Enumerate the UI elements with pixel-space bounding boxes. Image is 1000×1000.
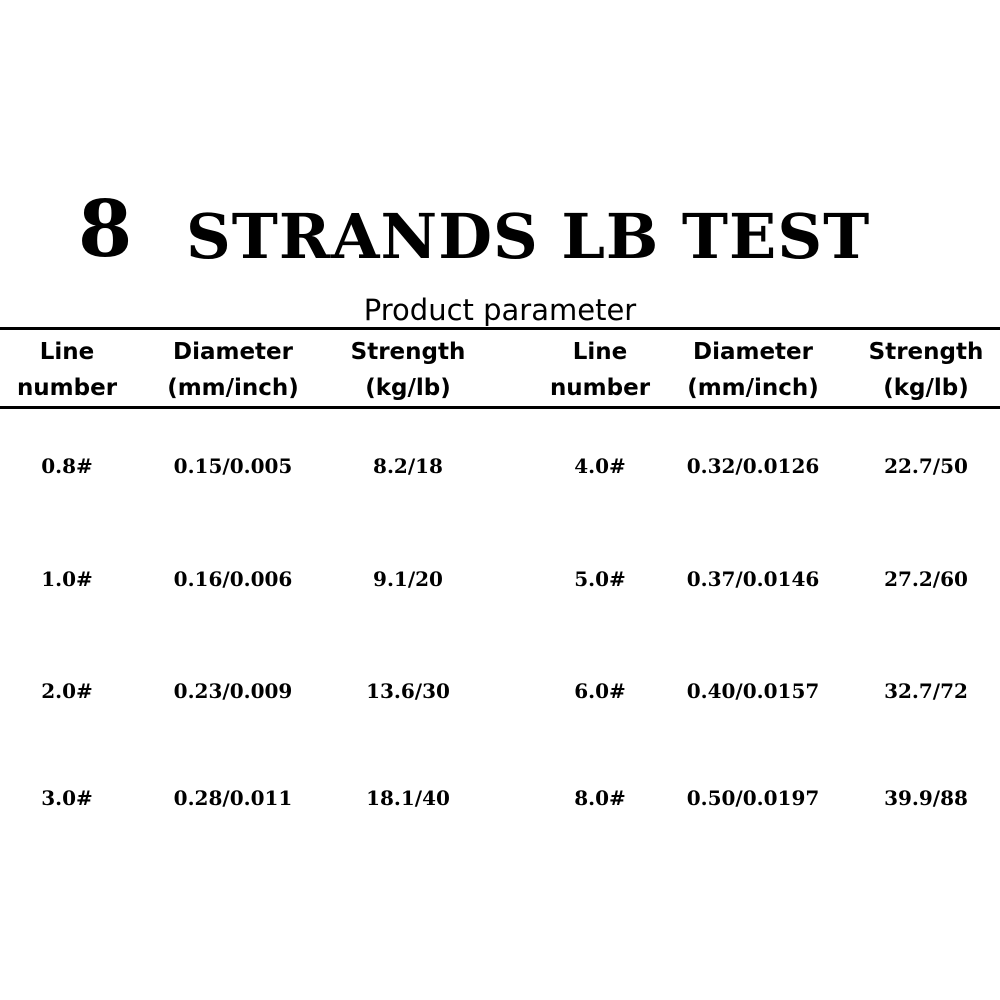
page-title	[0, 180, 1000, 280]
header-diameter-right: Diameter (mm/inch)	[687, 339, 819, 401]
cell-line-number: 6.0#	[574, 679, 626, 703]
table-row	[0, 559, 1000, 599]
cell-strength: 9.1/20	[373, 567, 443, 591]
cell-strength: 27.2/60	[884, 567, 968, 591]
cell-diameter: 0.28/0.011	[173, 786, 293, 810]
table-top-rule	[0, 327, 1000, 330]
cell-strength: 13.6/30	[366, 679, 450, 703]
title-text: STRANDS LB TEST	[186, 200, 871, 273]
cell-strength: 22.7/50	[884, 454, 968, 478]
header-line-number-left: Line number	[16, 339, 118, 401]
table-header-rule	[0, 406, 1000, 409]
table-row	[0, 446, 1000, 486]
cell-line-number: 3.0#	[41, 786, 93, 810]
cell-line-number: 2.0#	[41, 679, 93, 703]
subtitle: Product parameter	[363, 293, 637, 327]
header-line-number-right: Line number	[549, 339, 651, 401]
cell-diameter: 0.37/0.0146	[686, 567, 820, 591]
header-strength-left: Strength (kg/lb)	[350, 339, 466, 401]
cell-line-number: 1.0#	[41, 567, 93, 591]
cell-strength: 8.2/18	[373, 454, 443, 478]
cell-diameter: 0.32/0.0126	[686, 454, 820, 478]
cell-strength: 32.7/72	[884, 679, 968, 703]
cell-line-number: 5.0#	[574, 567, 626, 591]
cell-diameter: 0.16/0.006	[173, 567, 293, 591]
cell-line-number: 0.8#	[41, 454, 93, 478]
table-header-row	[0, 334, 1000, 406]
title-number: 8	[78, 184, 133, 275]
cell-strength: 18.1/40	[366, 786, 450, 810]
cell-diameter: 0.23/0.009	[173, 679, 293, 703]
cell-diameter: 0.40/0.0157	[686, 679, 820, 703]
cell-strength: 39.9/88	[884, 786, 968, 810]
cell-diameter: 0.50/0.0197	[686, 786, 820, 810]
header-diameter-left: Diameter (mm/inch)	[167, 339, 299, 401]
table-row	[0, 778, 1000, 818]
cell-line-number: 8.0#	[574, 786, 626, 810]
cell-diameter: 0.15/0.005	[173, 454, 293, 478]
cell-line-number: 4.0#	[574, 454, 626, 478]
table-row	[0, 671, 1000, 711]
header-strength-right: Strength (kg/lb)	[868, 339, 984, 401]
